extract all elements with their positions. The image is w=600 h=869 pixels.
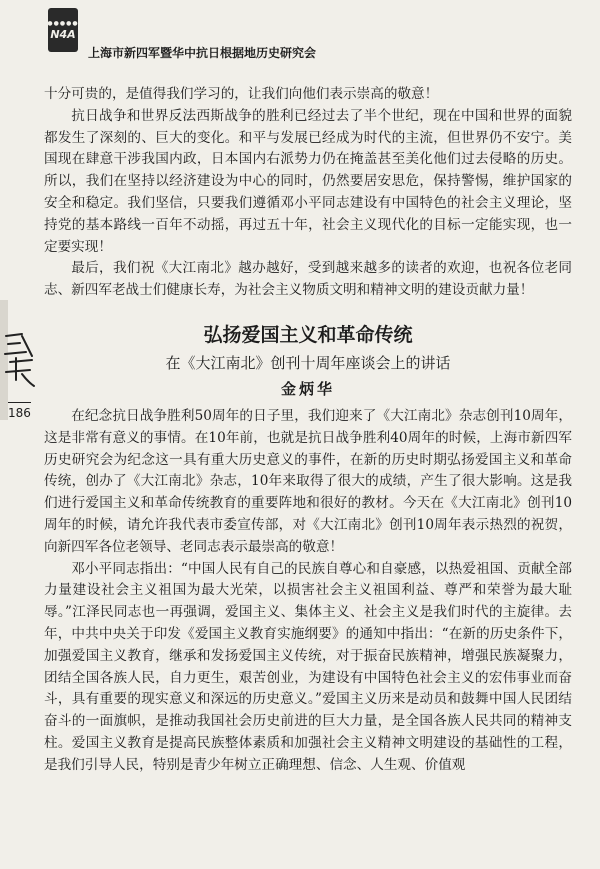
margin-calligraphy-note xyxy=(2,330,38,390)
article-paragraph: 在纪念抗日战争胜利50周年的日子里，我们迎来了《大江南北》杂志创刊10周年，这是非常有意义的事情。在10年前，也就是抗日战争胜利40周年的时候，上海市新四军历史研究会为纪念这一具有重大历史意义的事件，在新的历史时期弘扬爱国主义和革命传统，创办了《大江南北》杂志，10年来取得了很大的成绩，产生了很大影响。这是我们进行爱国主义和革命传统教育的重要阵地和很好的教材。今天在《大江南北》创刊10周年的时候，请允许我代表市委宣传部，对《大江南北》创刊10周年表示热烈的祝贺，向新四军各位老领导、老同志表示最崇高的敬意！ xyxy=(44,407,572,555)
article-subtitle: 在《大江南北》创刊十周年座谈会上的讲话 xyxy=(165,353,451,372)
logo-dots: ●●●●● xyxy=(47,19,79,27)
page-header xyxy=(48,8,588,68)
article-paragraph: 邓小平同志指出：“中国人民有自己的民族自尊心和自豪感，以热爱祖国、贡献全部力量建设社会主义祖国为最大光荣，以损害社会主义祖国利益、尊严和荣誉为最大耻辱。”江泽民同志也一再强调，爱国主义、集体主义、社会主义是我们时代的主旋律。去年，中共中央关于印发《爱国主义教育实施纲要》的通知中指出：“在新的历史条件下，加强爱国主义教育，继承和发扬爱国主义传统，对于振奋民族精神，增强民族凝聚力，团结全国各族人民，自力更生，艰苦创业，为建设有中国特色社会主义的宏伟事业而奋斗，具有重要的现实意义和深远的历史意义。”爱国主义历来是动员和鼓舞中国人民团结奋斗的一面旗帜，是推动我国社会历史前进的巨大力量，是全国各族人民共同的精神支柱。爱国主义教育是提高民族整体素质和加强社会主义精神文明建设的基础性的工程，是我们引导人民，特别是青少年树立正确理想、信念、人生观、价值观 xyxy=(44,560,572,773)
article-author: 金炳华 xyxy=(280,379,335,398)
previous-article-paragraph: 抗日战争和世界反法西斯战争的胜利已经过去了半个世纪，现在中国和世界的面貌都发生了深刻的、巨大的变化。和平与发展已经成为时代的主流，但世界仍不安宁。美国现在肆意干涉我国内政，日本国内右派势力仍在掩盖甚至美化他们过去侵略的历史。所以，我们在坚持以经济建设为中心的同时，仍然要居安思危，保持警惕，维护国家的安全和稳定。我们坚信，只要我们遵循邓小平同志建设有中国特色的社会主义理论，坚持党的基本路线一百年不动摇，再过五十年，社会主义现代化的目标一定能实现，也一定要实现！ xyxy=(44,107,572,255)
article-header xyxy=(44,320,572,402)
logo-mark: N4A xyxy=(50,27,76,41)
page-body xyxy=(44,84,572,777)
previous-article-paragraph: 最后，我们祝《大江南北》越办越好，受到越来越多的读者的欢迎，也祝各位老同志、新四军老战士们健康长寿，为社会主义物质文明和精神文明的建设贡献力量！ xyxy=(44,260,572,299)
organization-name: 上海市新四军暨华中抗日根据地历史研究会 xyxy=(88,46,317,60)
article-title: 弘扬爱国主义和革命传统 xyxy=(203,323,413,346)
n4a-logo xyxy=(48,8,78,52)
page-number: 186 xyxy=(8,402,31,420)
previous-article-paragraph: 十分可贵的，是值得我们学习的，让我们向他们表示崇高的敬意！ xyxy=(44,86,439,102)
